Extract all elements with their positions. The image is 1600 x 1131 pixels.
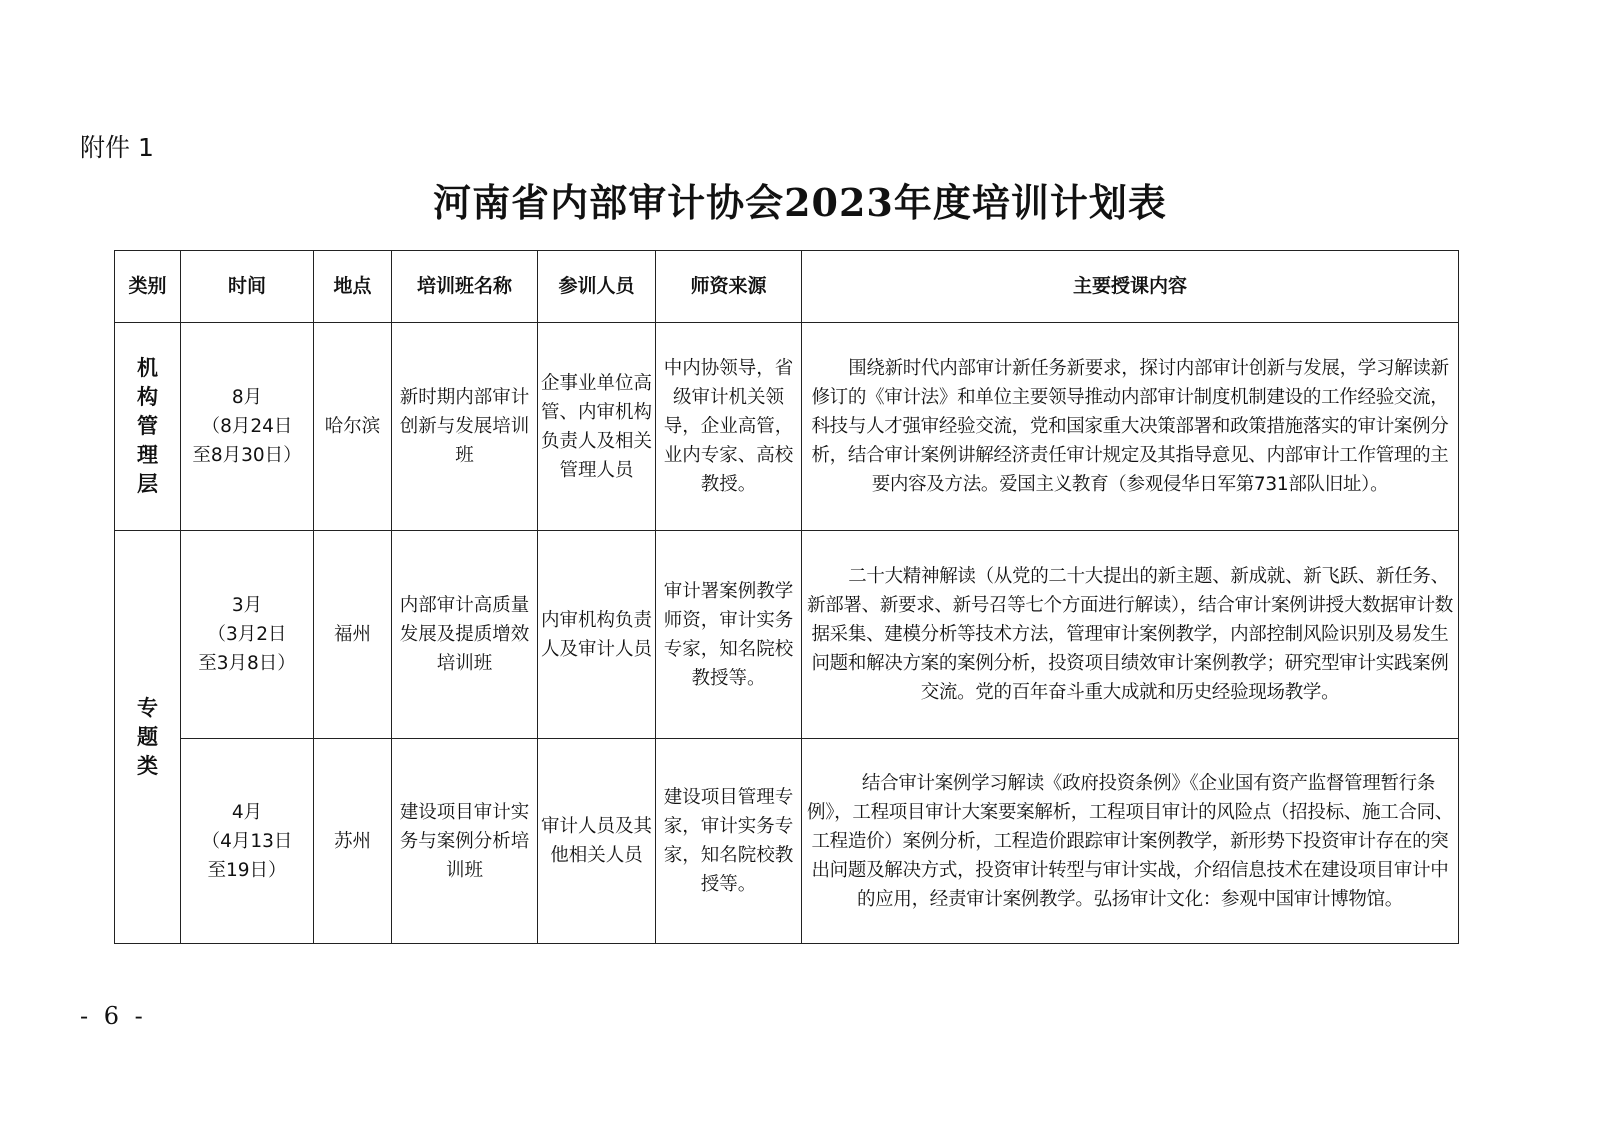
category-cell [115,323,181,531]
header-place: 地点 [314,251,392,323]
category-label: 专题类 [137,695,158,778]
place-cell: 苏州 [314,739,392,944]
content-cell: 围绕新时代内部审计新任务新要求，探讨内部审计创新与发展，学习解读新修订的《审计法》和单位主要领导推动内部审计制度机制建设的工作经验交流，科技与人才强审经验交流，党和国家重大决策部署和政策措施落实的审计案例分析，结合审计案例讲解经济责任审计规定及其指导意见、内部审计工作管理的主要内容及方法。爱国主义教育（参观侵华日军第731部队旧址）。 [802,323,1459,531]
teachers-cell: 审计署案例教学师资，审计实务专家，知名院校教授等。 [656,531,802,739]
table-header-row [115,251,1459,323]
table-row [115,531,1459,739]
header-time: 时间 [181,251,314,323]
header-trainees: 参训人员 [538,251,656,323]
header-class-name: 培训班名称 [392,251,538,323]
place-cell: 福州 [314,531,392,739]
header-content: 主要授课内容 [802,251,1459,323]
page-number: - 6 - [80,1002,147,1030]
table-row [115,323,1459,531]
time-cell: 8月 （8月24日 至8月30日） [181,323,314,531]
trainees-cell: 内审机构负责人及审计人员 [538,531,656,739]
document-title: 河南省内部审计协会2023年度培训计划表 [433,180,1167,225]
class-name-cell: 建设项目审计实务与案例分析培训班 [392,739,538,944]
category-label: 机构管理层 [137,356,158,496]
category-cell [115,531,181,944]
teachers-cell: 建设项目管理专家，审计实务专家，知名院校教授等。 [656,739,802,944]
training-plan-table [114,250,1459,944]
content-cell: 结合审计案例学习解读《政府投资条例》《企业国有资产监督管理暂行条例》，工程项目审计大案要案解析，工程项目审计的风险点（招投标、施工合同、工程造价）案例分析，工程造价跟踪审计案例教学，新形势下投资审计存在的突出问题及解决方式，投资审计转型与审计实战，介绍信息技术在建设项目审计中的应用，经责审计案例教学。弘扬审计文化：参观中国审计博物馆。 [802,739,1459,944]
class-name-cell: 内部审计高质量发展及提质增效培训班 [392,531,538,739]
header-category: 类别 [115,251,181,323]
trainees-cell: 审计人员及其他相关人员 [538,739,656,944]
attachment-label: 附件 1 [80,133,154,162]
time-cell: 4月 （4月13日 至19日） [181,739,314,944]
place-cell: 哈尔滨 [314,323,392,531]
class-name-cell: 新时期内部审计创新与发展培训班 [392,323,538,531]
header-teachers: 师资来源 [656,251,802,323]
teachers-cell: 中内协领导，省级审计机关领导，企业高管，业内专家、高校教授。 [656,323,802,531]
time-cell: 3月 （3月2日 至3月8日） [181,531,314,739]
table-row [115,739,1459,944]
content-cell: 二十大精神解读（从党的二十大提出的新主题、新成就、新飞跃、新任务、新部署、新要求、新号召等七个方面进行解读），结合审计案例讲授大数据审计数据采集、建模分析等技术方法，管理审计案例教学，内部控制风险识别及易发生问题和解决方案的案例分析，投资项目绩效审计案例教学；研究型审计实践案例交流。党的百年奋斗重大成就和历史经验现场教学。 [802,531,1459,739]
trainees-cell: 企事业单位高管、内审机构负责人及相关管理人员 [538,323,656,531]
